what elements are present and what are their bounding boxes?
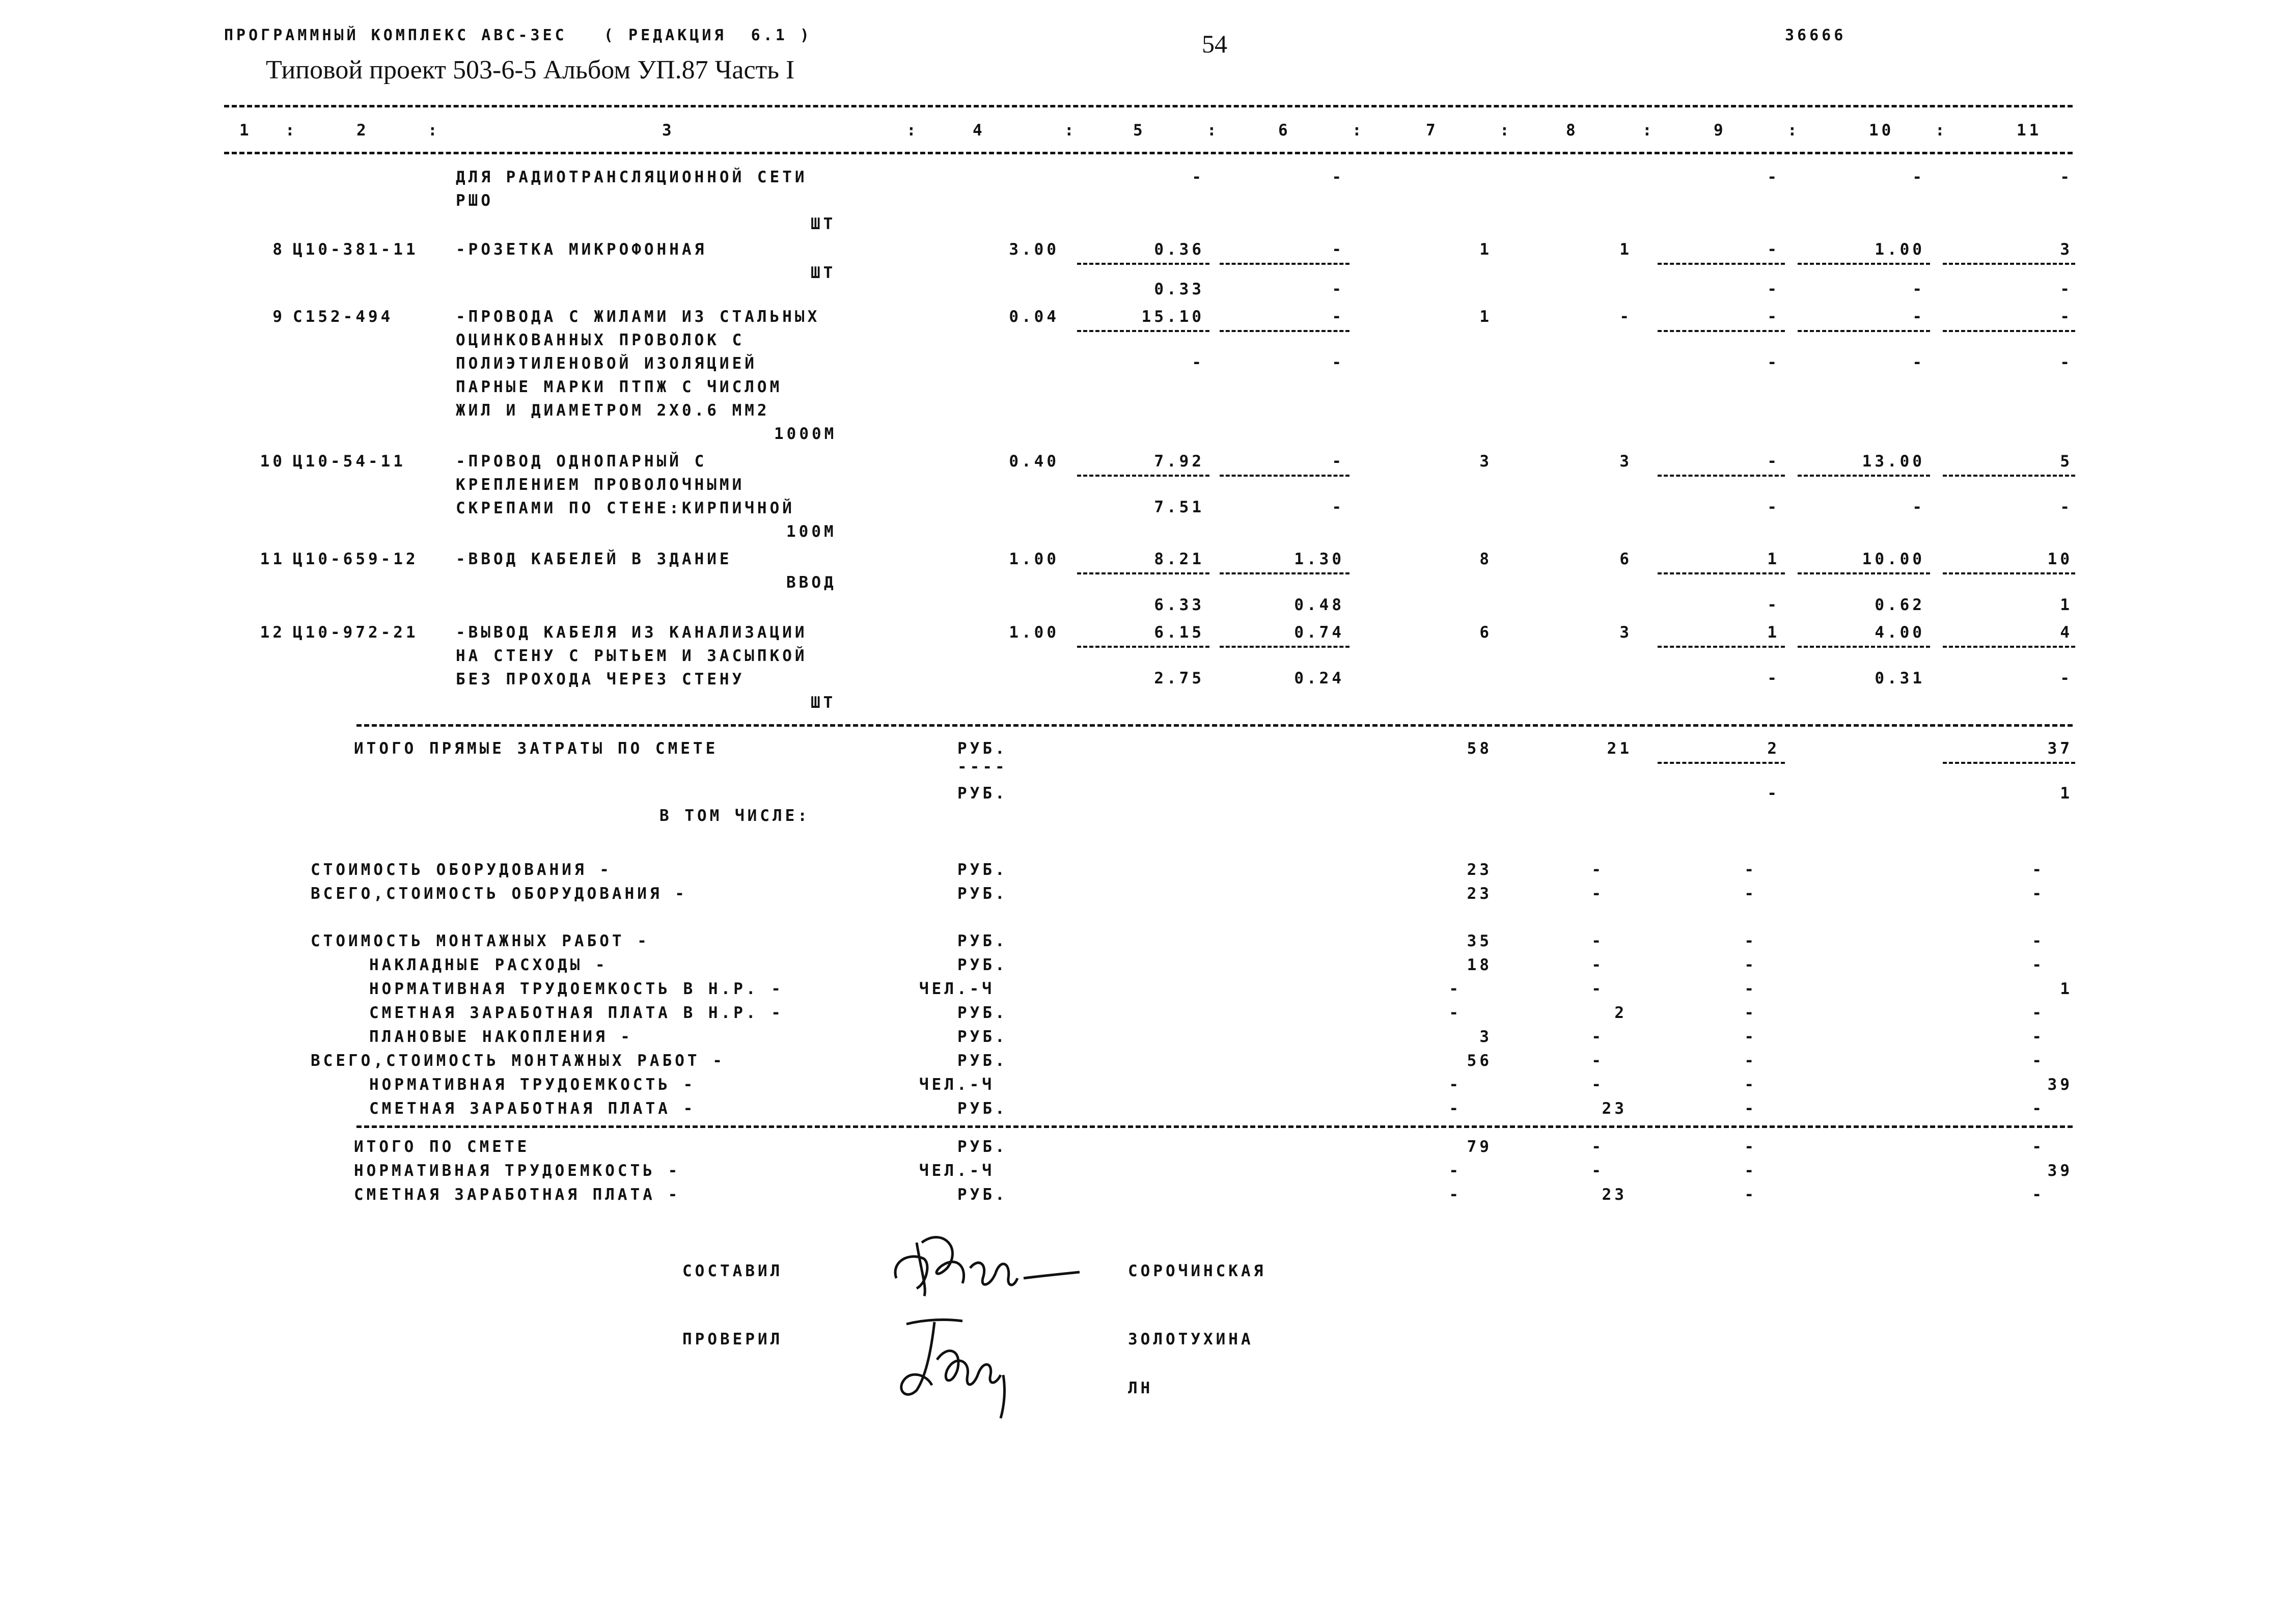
value-c9: - [1744, 980, 1757, 998]
value-c8: - [1619, 308, 1632, 326]
unit: РУБ. [957, 861, 1008, 879]
value-c7: - [1449, 1186, 1462, 1204]
unit: РУБ. [957, 1052, 1008, 1070]
summary-label: СМЕТНАЯ ЗАРАБОТНАЯ ПЛАТА - [369, 1099, 696, 1118]
sub-value-c6: - [1332, 353, 1344, 372]
value-c7: 58 [1467, 739, 1492, 758]
value-c9: - [1744, 885, 1757, 903]
work-description: БЕЗ ПРОХОДА ЧЕРЕЗ СТЕНУ [456, 670, 745, 689]
column-separator: : [1500, 121, 1512, 140]
unit: РУБ. [957, 1099, 1008, 1118]
value-c5: 8.21 [1154, 550, 1204, 568]
rate-code: Ц10-381-11 [293, 240, 419, 259]
value-c7: - [1449, 1076, 1462, 1094]
value-c11: 3 [2060, 240, 2073, 259]
work-description: СКРЕПАМИ ПО СТЕНЕ:КИРПИЧНОЙ [456, 499, 795, 517]
value-c7: 18 [1467, 956, 1492, 974]
value-c11: 39 [2047, 1076, 2073, 1094]
column-separator: : [1352, 121, 1365, 140]
value-c9: - [1744, 1162, 1757, 1180]
value-c9: 2 [1767, 739, 1780, 758]
value-c9: 1 [1767, 550, 1780, 568]
compiler-signature [886, 1212, 1090, 1314]
value-c9: - [1744, 1138, 1757, 1156]
sub-value-c9: - [1767, 280, 1780, 298]
sub-underline [1220, 330, 1349, 332]
value-c7: 23 [1467, 861, 1492, 879]
value-c4: 1.00 [1009, 550, 1059, 568]
value-c9: - [1744, 956, 1757, 974]
summary-label: НАКЛАДНЫЕ РАСХОДЫ - [369, 956, 608, 974]
sub-underline [1798, 263, 1930, 265]
sub-underline [1798, 646, 1930, 648]
value-c7: 79 [1467, 1138, 1492, 1156]
unit-dash: ---- [957, 758, 1008, 776]
unit: РУБ. [957, 1138, 1008, 1156]
sub-value-c5: 2.75 [1154, 669, 1204, 687]
value-c10: - [1912, 168, 1925, 186]
work-description: -РОЗЕТКА МИКРОФОННАЯ [456, 240, 707, 259]
doc-code: 36666 [1785, 26, 1847, 44]
unit: РУБ. [957, 1004, 1008, 1022]
value-c4: 1.00 [1009, 623, 1059, 642]
column-number: 10 [1869, 121, 1894, 140]
value-c7: - [1449, 980, 1462, 998]
work-description: -ВЫВОД КАБЕЛЯ ИЗ КАНАЛИЗАЦИИ [456, 623, 808, 642]
checked-name: ЗОЛОТУХИНА [1128, 1330, 1254, 1348]
value-c10: - [1912, 308, 1925, 326]
value-c8: 1 [1619, 240, 1632, 259]
final-label: СМЕТНАЯ ЗАРАБОТНАЯ ПЛАТА - [354, 1186, 681, 1204]
rate-code: Ц10-972-21 [293, 623, 419, 642]
rule-top [224, 105, 2073, 107]
value-c4: 3.00 [1009, 240, 1059, 259]
value-c9: - [1744, 1052, 1757, 1070]
value-c5: - [1192, 168, 1204, 186]
project-title: Типовой проект 503-6-5 Альбом УП.87 Часть I [266, 56, 795, 85]
value-c8: - [1591, 980, 1604, 998]
unit-label: ВВОД [786, 573, 837, 592]
program-header: ПРОГРАММНЫЙ КОМПЛЕКС АВС-3ЕС ( РЕДАКЦИЯ 6.1 ) [224, 26, 812, 44]
value-c11: 39 [2047, 1162, 2073, 1180]
value-c6: 1.30 [1294, 550, 1344, 568]
column-separator: : [906, 121, 919, 140]
value-c7: 8 [1479, 550, 1492, 568]
sub-value-c9: - [1767, 669, 1780, 687]
unit: ЧЕЛ.-Ч [919, 980, 995, 998]
value-c10: 10.00 [1862, 550, 1925, 568]
value-c11: - [2032, 1186, 2045, 1204]
value-c8: - [1591, 1076, 1604, 1094]
sub-value-c9: - [1767, 596, 1780, 614]
final-label: ИТОГО ПО СМЕТЕ [354, 1138, 530, 1156]
value-c11: - [2032, 861, 2045, 879]
sub-underline [1943, 330, 2075, 332]
column-number: 7 [1426, 121, 1439, 140]
value-c8: - [1591, 1138, 1604, 1156]
compiled-label: СОСТАВИЛ [682, 1262, 783, 1280]
sub-underline [1077, 330, 1209, 332]
value-c8: - [1591, 932, 1604, 950]
value-c5: 0.36 [1154, 240, 1204, 259]
sub-underline [1798, 572, 1930, 574]
sub-underline [1798, 330, 1930, 332]
value-c8: 3 [1619, 623, 1632, 642]
value-c9: - [1744, 1186, 1757, 1204]
value-c8: 6 [1619, 550, 1632, 568]
rate-code: С152-494 [293, 308, 394, 326]
value-c9: - [1744, 861, 1757, 879]
sub-underline [1658, 762, 1785, 764]
value-c5: 7.92 [1154, 452, 1204, 471]
row-number: 9 [272, 308, 285, 326]
column-separator: : [1787, 121, 1800, 140]
value-c11: 4 [2060, 623, 2073, 642]
sub-underline [1658, 263, 1785, 265]
unit: РУБ. [957, 1028, 1008, 1046]
sub-value-c6: - [1332, 498, 1344, 516]
value-c8: - [1591, 1162, 1604, 1180]
unit: РУБ. [957, 739, 1008, 758]
value-c7: 23 [1467, 885, 1492, 903]
value-c7: 1 [1479, 240, 1492, 259]
summary-label: СМЕТНАЯ ЗАРАБОТНАЯ ПЛАТА В Н.Р. - [369, 1004, 784, 1022]
value-c7: 6 [1479, 623, 1492, 642]
value-c8: 23 [1602, 1186, 1627, 1204]
value-c11: - [2032, 932, 2045, 950]
unit-label: ШТ [811, 264, 836, 282]
work-description: РШО [456, 191, 493, 210]
sub-underline [1658, 646, 1785, 648]
summary-label: НОРМАТИВНАЯ ТРУДОЕМКОСТЬ - [369, 1076, 696, 1094]
unit: ЧЕЛ.-Ч [919, 1162, 995, 1180]
value-c7: 3 [1479, 1028, 1492, 1046]
unit: РУБ. [957, 885, 1008, 903]
value-c10: 1.00 [1875, 240, 1925, 259]
checker-signature [886, 1304, 1039, 1436]
value-c7: - [1449, 1099, 1462, 1118]
value-c8: - [1591, 1052, 1604, 1070]
column-number: 4 [973, 121, 985, 140]
summary-label: СТОИМОСТЬ ОБОРУДОВАНИЯ - [311, 861, 612, 879]
rule-final [356, 1125, 2073, 1128]
sub-underline [1943, 475, 2075, 477]
sub-value-c11: 1 [2060, 596, 2073, 614]
value-c7: 56 [1467, 1052, 1492, 1070]
sub-value-c6: 0.24 [1294, 669, 1344, 687]
value-c9: - [1744, 1076, 1757, 1094]
sub-value-c9: - [1767, 498, 1780, 516]
sub-value-c10: - [1912, 498, 1925, 516]
work-description: ПОЛИЭТИЛЕНОВОЙ ИЗОЛЯЦИЕЙ [456, 354, 757, 373]
column-separator: : [285, 121, 298, 140]
value-c11: - [2032, 1052, 2045, 1070]
work-description: ЖИЛ И ДИАМЕТРОМ 2Х0.6 ММ2 [456, 401, 770, 420]
sub-underline [1943, 263, 2075, 265]
value-c4: 0.40 [1009, 452, 1059, 471]
sub-underline [1658, 572, 1785, 574]
value-c6: - [1332, 452, 1344, 471]
direct-costs-label: ИТОГО ПРЯМЫЕ ЗАТРАТЫ ПО СМЕТЕ [354, 739, 719, 758]
value-c8: - [1591, 1028, 1604, 1046]
value-c9: - [1744, 1099, 1757, 1118]
value-c11: - [2032, 1004, 2045, 1022]
work-description: -ВВОД КАБЕЛЕЙ В ЗДАНИЕ [456, 550, 732, 568]
column-number: 3 [662, 121, 675, 140]
value-c7: 1 [1479, 308, 1492, 326]
row-number: 12 [260, 623, 285, 642]
value-c7: - [1449, 1004, 1462, 1022]
value-c10: 4.00 [1875, 623, 1925, 642]
sub-underline [1220, 475, 1349, 477]
sub-underline [1943, 646, 2075, 648]
value-c11: - [2032, 1138, 2045, 1156]
work-description: ОЦИНКОВАННЫХ ПРОВОЛОК С [456, 331, 745, 349]
row-number: 11 [260, 550, 285, 568]
value-c6: - [1332, 168, 1344, 186]
sub-value-c6: - [1332, 280, 1344, 298]
rule-header-bottom [224, 152, 2073, 154]
work-description: КРЕПЛЕНИЕМ ПРОВОЛОЧНЫМИ [456, 476, 745, 494]
column-number: 1 [239, 121, 252, 140]
value-c9: - [1767, 784, 1780, 803]
column-separator: : [428, 121, 440, 140]
sub-value-c9: - [1767, 353, 1780, 372]
column-separator: : [1642, 121, 1655, 140]
work-description: -ПРОВОДА С ЖИЛАМИ ИЗ СТАЛЬНЫХ [456, 308, 820, 326]
work-description: ДЛЯ РАДИОТРАНСЛЯЦИОННОЙ СЕТИ [456, 168, 808, 186]
value-c6: - [1332, 240, 1344, 259]
column-number: 5 [1133, 121, 1146, 140]
value-c11: - [2060, 308, 2073, 326]
including-label: В ТОМ ЧИСЛЕ: [659, 807, 810, 825]
value-c6: - [1332, 308, 1344, 326]
value-c9: 1 [1767, 623, 1780, 642]
value-c11: 10 [2047, 550, 2073, 568]
summary-label: ВСЕГО,СТОИМОСТЬ ОБОРУДОВАНИЯ - [311, 885, 687, 903]
value-c11: 1 [2060, 980, 2073, 998]
unit-label: 1000М [774, 425, 837, 443]
sub-value-c5: 6.33 [1154, 596, 1204, 614]
sub-value-c11: - [2060, 498, 2073, 516]
sub-underline [1220, 572, 1349, 574]
sub-underline [1943, 572, 2075, 574]
summary-label: ВСЕГО,СТОИМОСТЬ МОНТАЖНЫХ РАБОТ - [311, 1052, 725, 1070]
value-c11: - [2032, 956, 2045, 974]
column-number: 2 [356, 121, 369, 140]
checked-suffix: ЛН [1128, 1379, 1153, 1397]
sub-underline [1077, 263, 1209, 265]
column-number: 6 [1278, 121, 1291, 140]
work-description: НА СТЕНУ С РЫТЬЕМ И ЗАСЫПКОЙ [456, 647, 808, 665]
work-description: ПАРНЫЕ МАРКИ ПТПЖ С ЧИСЛОМ [456, 378, 783, 396]
value-c9: - [1767, 168, 1780, 186]
value-c9: - [1767, 240, 1780, 259]
value-c7: 3 [1479, 452, 1492, 471]
rate-code: Ц10-54-11 [293, 452, 406, 471]
unit: ЧЕЛ.-Ч [919, 1076, 995, 1094]
unit: РУБ. [957, 1186, 1008, 1204]
value-c11: 1 [2060, 784, 2073, 803]
final-label: НОРМАТИВНАЯ ТРУДОЕМКОСТЬ - [354, 1162, 681, 1180]
sub-underline [1220, 646, 1349, 648]
value-c8: - [1591, 956, 1604, 974]
value-c8: - [1591, 885, 1604, 903]
sub-value-c10: 0.62 [1875, 596, 1925, 614]
sub-value-c5: - [1192, 353, 1204, 372]
value-c9: - [1767, 308, 1780, 326]
sub-underline [1220, 263, 1349, 265]
value-c5: 15.10 [1141, 308, 1204, 326]
value-c11: - [2032, 1099, 2045, 1118]
sub-underline [1943, 762, 2075, 764]
summary-label: СТОИМОСТЬ МОНТАЖНЫХ РАБОТ - [311, 932, 650, 950]
value-c8: 23 [1602, 1099, 1627, 1118]
value-c11: 5 [2060, 452, 2073, 471]
unit-label: 100М [786, 522, 837, 541]
rule-totals [356, 724, 2073, 727]
sub-underline [1658, 475, 1785, 477]
unit-label: ШТ [811, 694, 836, 712]
value-c4: 0.04 [1009, 308, 1059, 326]
value-c9: - [1767, 452, 1780, 471]
rate-code: Ц10-659-12 [293, 550, 419, 568]
page-number: 54 [1202, 30, 1227, 58]
value-c10: 13.00 [1862, 452, 1925, 471]
sub-value-c10: 0.31 [1875, 669, 1925, 687]
sub-value-c6: 0.48 [1294, 596, 1344, 614]
unit-label: ШТ [811, 215, 836, 233]
column-number: 11 [2017, 121, 2042, 140]
row-number: 8 [272, 240, 285, 259]
value-c7: 35 [1467, 932, 1492, 950]
column-number: 9 [1714, 121, 1726, 140]
value-c9: - [1744, 932, 1757, 950]
sub-value-c11: - [2060, 669, 2073, 687]
column-separator: : [1207, 121, 1220, 140]
row-number: 10 [260, 452, 285, 471]
column-separator: : [1064, 121, 1077, 140]
unit: РУБ. [957, 932, 1008, 950]
value-c9: - [1744, 1004, 1757, 1022]
compiled-name: СОРОЧИНСКАЯ [1128, 1262, 1266, 1280]
value-c11: 37 [2047, 739, 2073, 758]
value-c11: - [2032, 1028, 2045, 1046]
column-number: 8 [1566, 121, 1579, 140]
summary-label: ПЛАНОВЫЕ НАКОПЛЕНИЯ - [369, 1028, 633, 1046]
sub-value-c11: - [2060, 280, 2073, 298]
sub-value-c10: - [1912, 353, 1925, 372]
sub-value-c5: 7.51 [1154, 498, 1204, 516]
sub-value-c11: - [2060, 353, 2073, 372]
sub-underline [1077, 572, 1209, 574]
value-c9: - [1744, 1028, 1757, 1046]
value-c8: 2 [1614, 1004, 1627, 1022]
value-c11: - [2032, 885, 2045, 903]
unit: РУБ. [957, 956, 1008, 974]
sub-underline [1077, 646, 1209, 648]
unit: РУБ. [957, 784, 1008, 803]
value-c6: 0.74 [1294, 623, 1344, 642]
sub-value-c5: 0.33 [1154, 280, 1204, 298]
column-separator: : [1935, 121, 1948, 140]
checked-label: ПРОВЕРИЛ [682, 1330, 783, 1348]
value-c11: - [2060, 168, 2073, 186]
sub-underline [1077, 475, 1209, 477]
value-c7: - [1449, 1162, 1462, 1180]
value-c5: 6.15 [1154, 623, 1204, 642]
summary-label: НОРМАТИВНАЯ ТРУДОЕМКОСТЬ В Н.Р. - [369, 980, 784, 998]
sub-underline [1658, 330, 1785, 332]
value-c8: - [1591, 861, 1604, 879]
sub-value-c10: - [1912, 280, 1925, 298]
value-c8: 21 [1607, 739, 1632, 758]
work-description: -ПРОВОД ОДНОПАРНЫЙ С [456, 452, 707, 471]
sub-underline [1798, 475, 1930, 477]
value-c8: 3 [1619, 452, 1632, 471]
